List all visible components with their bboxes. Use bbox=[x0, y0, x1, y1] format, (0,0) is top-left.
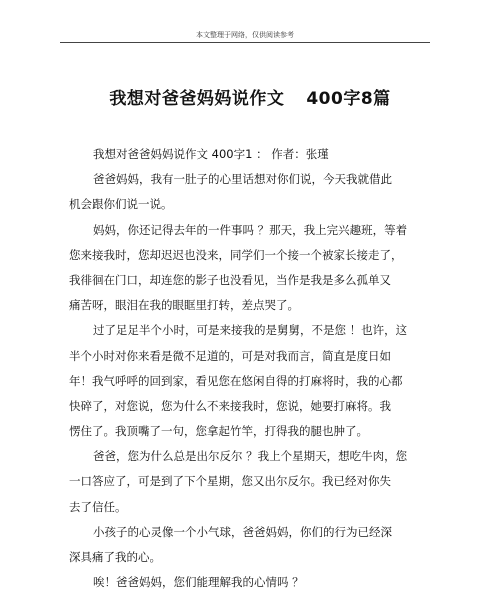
essay-line: 我想对爸爸妈妈说作文 400字1 ： 作者：张瑾 bbox=[93, 147, 329, 161]
essay-line: 爸爸，您为什么总是出尔反尔 ？我上个星期天，想吃牛肉，您 bbox=[93, 449, 408, 464]
essay-line: 小孩子的心灵像一个小气球，爸爸妈妈，你们的行为已经深 bbox=[93, 524, 392, 539]
essay-line: 唉！爸爸妈妈，您们能理解我的心情吗 ？ bbox=[93, 575, 304, 590]
essay-line: 过了足足半个小时，可是来接我的是舅舅，不是您 ！也许，这 bbox=[93, 323, 408, 338]
essay-line: 半个小时对你来看是微不足道的，可是对我而言，简直是度日如 bbox=[69, 348, 391, 363]
page-header-note: 本文整理于网络，仅供阅读参考 bbox=[196, 31, 294, 39]
essay-line: 机会跟你们说一说。 bbox=[69, 197, 173, 212]
essay-body bbox=[69, 142, 431, 595]
title-main: 我想对爸爸妈妈说作文 bbox=[109, 89, 285, 109]
essay-line: 愣住了。我顶嘴了一句，您拿起竹竿，打得我的腿也肿了。 bbox=[69, 424, 368, 439]
essay-line: 一口答应了，可是到了下个星期，您又出尔反尔。我已经对你失 bbox=[69, 474, 391, 489]
essay-line: 您来接我时，您却迟迟也没来，同学们一个接一个被家长接走了， bbox=[69, 247, 403, 262]
essay-line: 妈妈，你还记得去年的一件事吗 ？那天，我上完兴趣班，等着 bbox=[93, 222, 408, 237]
essay-line: 痛苦呀，眼泪在我的眼眶里打转，差点哭了。 bbox=[69, 298, 299, 313]
essay-line: 我徘徊在门口，却连您的影子也没看见，当作是我是多么孤单又 bbox=[69, 272, 391, 287]
document-title bbox=[0, 84, 500, 109]
essay-line: 快碎了，对您说，您为什么不来接我时，您说，她要打麻将。我 bbox=[69, 398, 391, 413]
essay-line: 深具痛了我的心。 bbox=[69, 550, 161, 564]
essay-line: 年！我气呼呼的回到家，看见您在悠闲自得的打麻将时，我的心都 bbox=[69, 373, 403, 388]
title-sub: 400字8篇 bbox=[306, 89, 391, 109]
header-divider bbox=[60, 42, 430, 43]
essay-line: 爸爸妈妈，我有一肚子的心里话想对你们说，今天我就借此 bbox=[93, 172, 392, 187]
essay-line: 去了信任。 bbox=[69, 499, 127, 514]
